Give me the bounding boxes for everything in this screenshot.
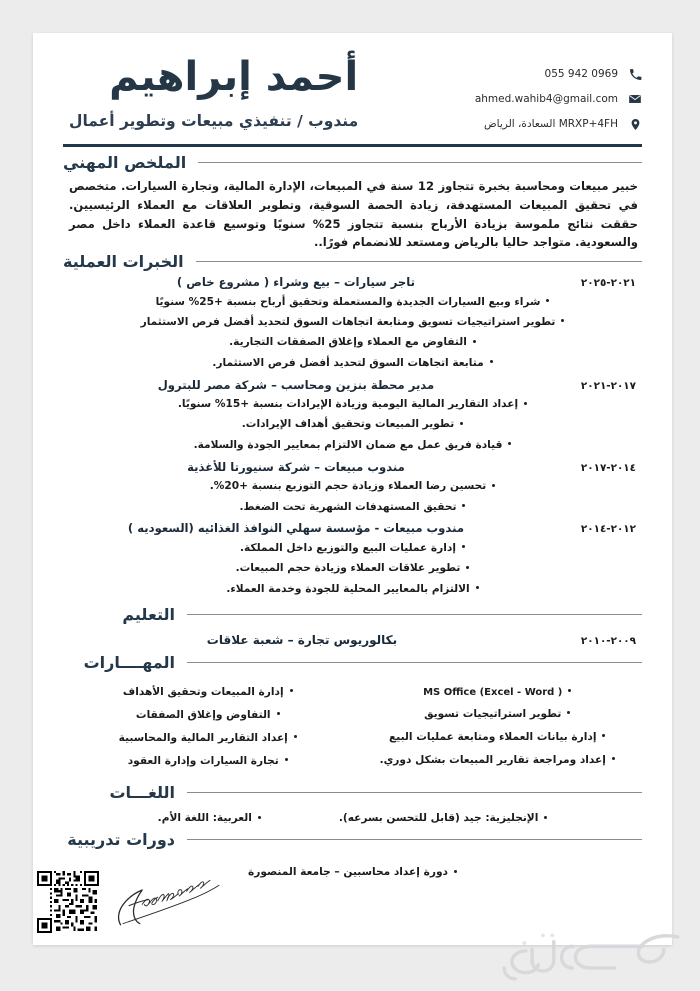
list-item [363,726,633,749]
bullet-dot-icon [508,442,511,445]
contact-block [475,63,642,138]
section-title-summary: الملخص المهني [63,153,187,172]
list-item [63,312,642,332]
skills-grid [63,675,642,773]
languages-row [63,805,642,824]
bullet-dot-icon [462,504,465,507]
section-divider [196,261,642,262]
experience-bullet-list [63,292,642,373]
identity-block [63,55,358,130]
section-header-experience [63,252,642,271]
section-divider [187,614,642,615]
envelope-icon [628,92,642,106]
bullet-dot-icon [476,586,479,589]
experience-bullet-list [63,538,642,599]
page-title: أحمد إبراهيم [109,54,359,100]
language-text: الإنجليزية: جيد (قابل للتحسن بسرعه). [338,812,539,824]
bullet-dot-icon [561,319,564,322]
list-item [63,477,642,497]
section-title-education: التعليم [122,605,175,625]
bullet-dot-icon [466,566,469,569]
skill-text: تجارة السيارات وإدارة العقود [127,754,279,767]
experience-entry-header [63,275,642,289]
bullet-dot-icon [524,402,527,405]
experience-entry [63,521,642,599]
education-degree: بكالوريوس تجارة – شعبة علاقات [206,633,398,648]
list-item [63,292,642,312]
experience-entry-header [63,378,642,392]
experience-dates: ٢٠١٢-٢٠١٤ [580,523,636,536]
section-experience [63,252,642,599]
bullet-text: تطوير استراتيجيات تسويق ومتابعة اتجاهات السوق لتحديد أفضل فرص الاستثمار [140,315,556,328]
experience-role: تاجر سيارات – بيع وشراء ( مشروع خاص ) [176,275,415,290]
bullet-dot-icon [602,734,605,737]
summary-paragraph: خبير مبيعات ومحاسبة بخبرة تتجاوز 12 سنة في المبيعات، الإدارة المالية، وتجارة السيارات. متخصص في تحقيق المبيعات المستهدفة، زيادة الحصة السوقية، وتطوير العلاقات مع العملاء الرئيسيين. حققت نتائج ملموسة بزيادة الأرباح بنسبة تتجاوز 25% سنويًا وتوسيع قاعدة العملاء داخل مصر والسعودية. متواجد حاليا بالرياض ومستعد للانضمام فورًا.. [69,179,638,250]
location-pin-icon [628,117,642,131]
skill-text: إدارة بيانات العملاء ومتابعة عمليات البيع [389,730,597,743]
skill-text: إعداد التقارير المالية والمحاسبية [118,731,288,744]
list-item [73,750,343,773]
experience-role: مدير محطة بنزين ومحاسب – شركة مصر للبترول [157,377,435,392]
bullet-dot-icon [258,816,261,819]
job-title-subtitle: مندوب / تنفيذي مبيعات وتطوير أعمال [69,111,359,130]
list-item [363,749,633,772]
section-title-courses: دورات تدريبية [67,830,175,849]
section-header-skills [63,653,642,672]
skill-text: إعداد ومراجعة تقارير المبيعات بشكل دوري. [379,753,606,766]
section-skills [63,653,642,773]
resume-page [33,33,672,945]
section-title-skills: المهــــارات [83,653,175,673]
section-title-languages: اللغـــات [109,783,175,802]
skill-text: إدارة المبيعات وتحقيق الأهداف [122,685,284,698]
section-languages [63,783,642,824]
bullet-dot-icon [294,735,297,738]
bullet-dot-icon [290,689,293,692]
contact-email-text: ahmed.wahib4@gmail.com [474,93,618,105]
experience-bullet-list [63,395,642,456]
experience-bullet-list [63,477,642,518]
section-summary [63,153,642,252]
bullet-text: إعداد التقارير المالية اليومية وزيادة الإيرادات بنسبة +15% سنويًا. [177,398,519,411]
bullet-text: متابعة اتجاهات السوق لتحديد أفضل فرص الاستثمار. [212,356,484,369]
resume-header [33,33,672,153]
experience-entry-header [63,521,642,535]
list-item [73,681,343,704]
contact-row-phone[interactable] [475,63,642,85]
bullet-dot-icon [567,711,570,714]
list-item [63,538,642,558]
bullet-text: قيادة فريق عمل مع ضمان الالتزام بمعايير الجودة والسلامة. [193,438,503,451]
bullet-dot-icon [460,422,463,425]
bullet-text: الالتزام بالمعايير المحلية للجودة وخدمة العملاء. [226,582,470,595]
bullet-text: شراء وبيع السيارات الجديدة والمستعملة وتحقيق أرباح بنسبة +25% سنويًا [155,295,541,308]
education-entry [63,627,642,647]
header-divider-bar [63,144,642,147]
section-header-courses [63,830,642,849]
list-item [63,579,642,599]
bullet-text: التفاوض مع العملاء وإغلاق الصفقات التجارية. [229,336,467,349]
experience-entry [63,378,642,456]
list-item [63,497,642,517]
phone-icon [628,67,642,81]
experience-entry [63,275,642,373]
experience-role: مندوب مبيعات - مؤسسة سهلي النوافذ الغذائيه (السعوديه ) [127,521,464,536]
contact-row-location[interactable] [475,113,642,135]
experience-entry [63,460,642,518]
bullet-text: تحقيق المستهدفات الشهرية تحت الضغط. [239,500,457,513]
list-item [63,435,642,455]
bullet-text: تطوير المبيعات وتحقيق أهداف الإيرادات. [241,418,455,431]
experience-dates: ٢٠٢١-٢٠٢٥ [580,277,636,290]
bullet-dot-icon [612,757,615,760]
education-dates: ٢٠٠٩-٢٠١٠ [580,635,636,648]
experience-dates: ٢٠١٤-٢٠١٧ [580,461,636,474]
section-header-summary [63,153,642,172]
resume-content [33,153,672,879]
bullet-dot-icon [490,360,493,363]
list-item [363,703,633,726]
section-header-languages [63,783,642,802]
section-education [63,605,642,647]
contact-location-text: MRXP+4FH السعادة، الرياض [483,118,618,130]
bullet-dot-icon [277,712,280,715]
bullet-text: تحسين رضا العملاء وزيادة حجم التوزيع بنسبة +20%. [209,480,487,493]
skills-column-right [73,681,343,773]
experience-role: مندوب مبيعات – شركة سنيورتا للأغذية [187,459,405,474]
bullet-dot-icon [473,340,476,343]
section-divider [187,792,642,793]
section-divider [187,662,642,663]
bullet-dot-icon [285,758,288,761]
signature-image [111,873,231,931]
list-item [63,353,642,373]
list-item [63,559,642,579]
list-item [63,333,642,353]
list-item [73,704,343,727]
skill-text: التفاوض وإغلاق الصفقات [135,708,271,721]
skill-text: تطوير استراتيجيات تسويق [424,707,562,720]
language-text: العربية: اللغة الأم. [157,812,252,824]
list-item [339,812,547,824]
list-item [63,395,642,415]
section-header-education [63,605,642,624]
skill-text: MS Office (Excel - Word ) [423,686,563,698]
bullet-dot-icon [546,299,549,302]
contact-row-email[interactable] [475,88,642,110]
bullet-dot-icon [568,689,571,692]
list-item [158,812,261,824]
contact-phone-text: 055 942 0969 [544,68,618,80]
section-divider [187,839,642,840]
resume-footer [33,863,672,935]
bullet-dot-icon [462,545,465,548]
list-item [363,681,633,703]
bullet-dot-icon [492,484,495,487]
experience-entry-header [63,460,642,474]
experience-dates: ٢٠١٧-٢٠٢١ [580,379,636,392]
bullet-dot-icon [544,816,547,819]
list-item [73,727,343,750]
bullet-text: إدارة عمليات البيع والتوزيع داخل المملكة. [240,541,456,554]
bullet-text: تطوير علاقات العملاء وزيادة حجم المبيعات. [235,562,461,575]
section-title-experience: الخبرات العملية [63,252,184,272]
skills-column-left [363,681,633,773]
section-divider [198,162,642,163]
list-item [63,415,642,435]
qr-code-icon [37,871,99,933]
course-text: دورة إعداد محاسبين – جامعة المنصورة [248,866,448,878]
